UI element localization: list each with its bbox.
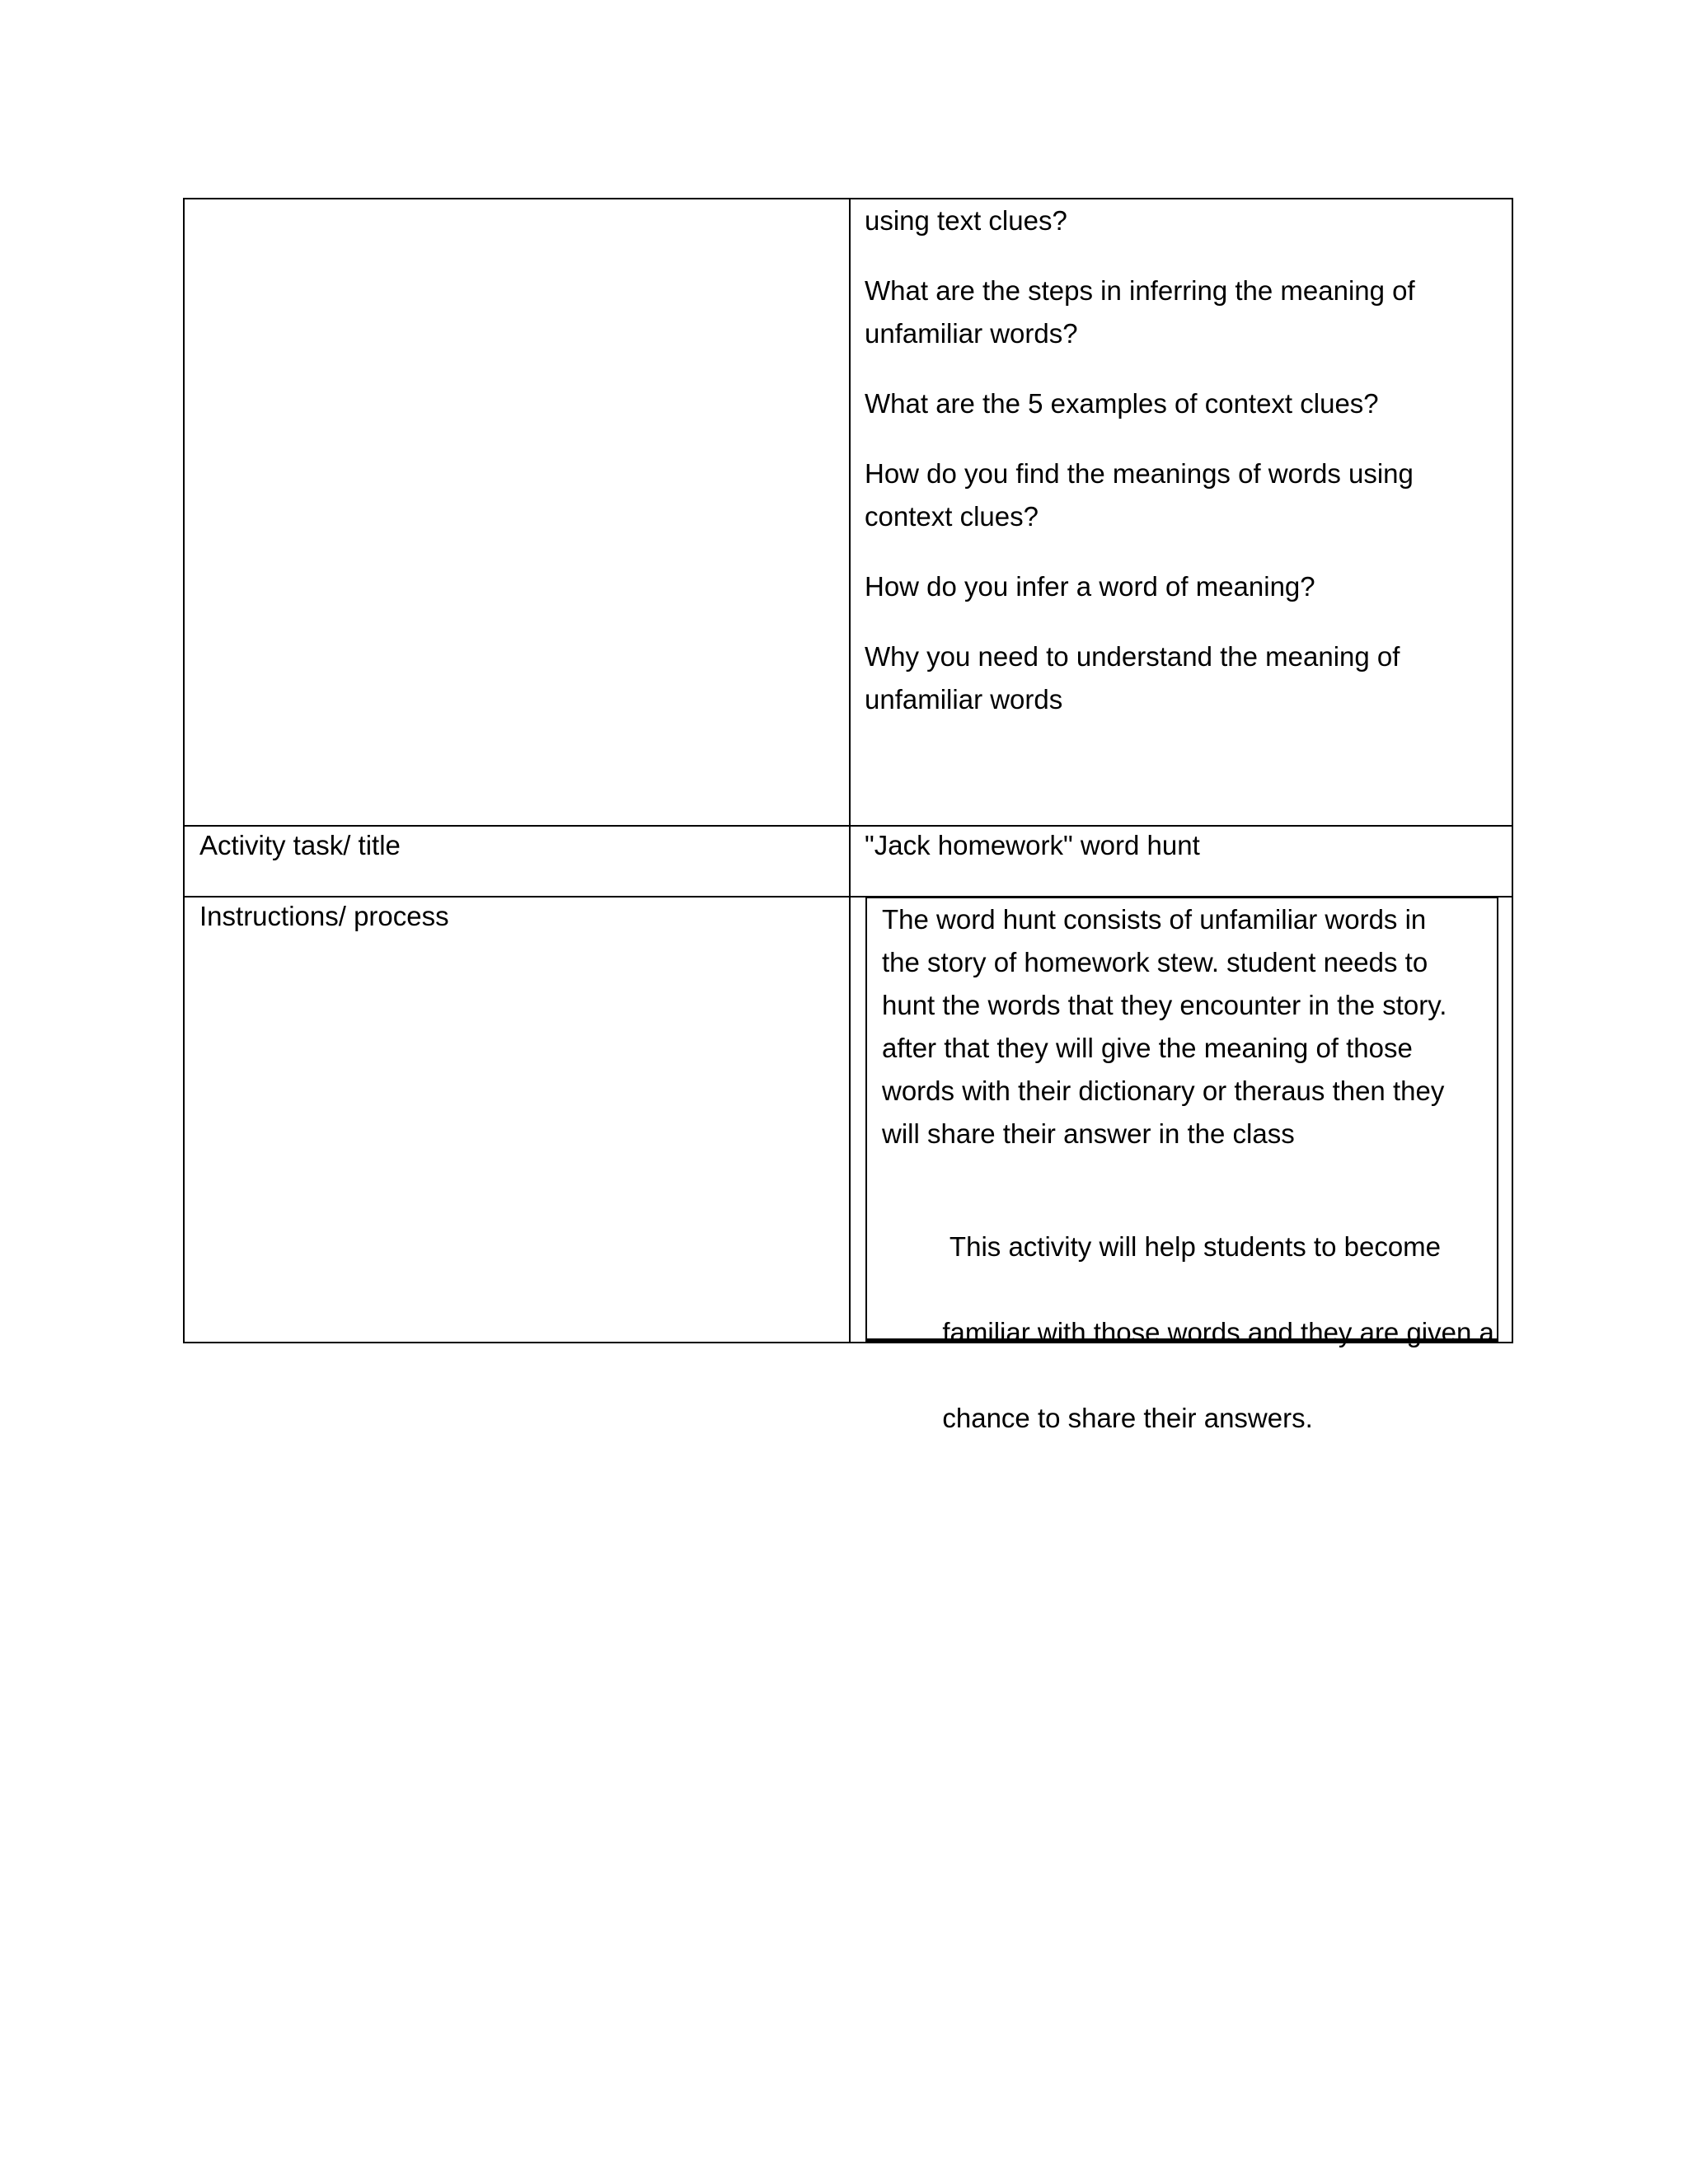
question-item: Why you need to understand the meaning of unfamiliar words bbox=[865, 641, 1400, 715]
column-divider bbox=[849, 199, 851, 1342]
instructions-paragraph: The word hunt consists of unfamiliar words in the story of homework stew. student needs to hunt the words that they encounter in the story. after that they will give the meaning of those words with their dictionary or theraus then they will share their answer in the class bbox=[882, 904, 1447, 1149]
question-item: What are the steps in inferring the meaning of unfamiliar words? bbox=[865, 275, 1415, 349]
instructions-paragraph: This activity will help students to become familiar with those words and they are given a chance to share their answers. bbox=[942, 1231, 1494, 1433]
instructions-box bbox=[865, 897, 1498, 1433]
question-item: How do you find the meanings of words using context clues? bbox=[865, 458, 1414, 532]
question-item: using text clues? bbox=[865, 205, 1067, 236]
question-item: How do you infer a word of meaning? bbox=[865, 571, 1315, 602]
question-item: What are the 5 examples of context clues? bbox=[865, 388, 1379, 419]
activity-title-label: Activity task/ title bbox=[199, 830, 401, 860]
activity-title-value: "Jack homework" word hunt bbox=[865, 830, 1200, 860]
lesson-plan-table bbox=[183, 198, 1513, 1433]
instructions-text bbox=[882, 898, 1494, 1483]
instructions-label: Instructions/ process bbox=[199, 901, 449, 931]
guide-questions-cell bbox=[865, 199, 1415, 748]
